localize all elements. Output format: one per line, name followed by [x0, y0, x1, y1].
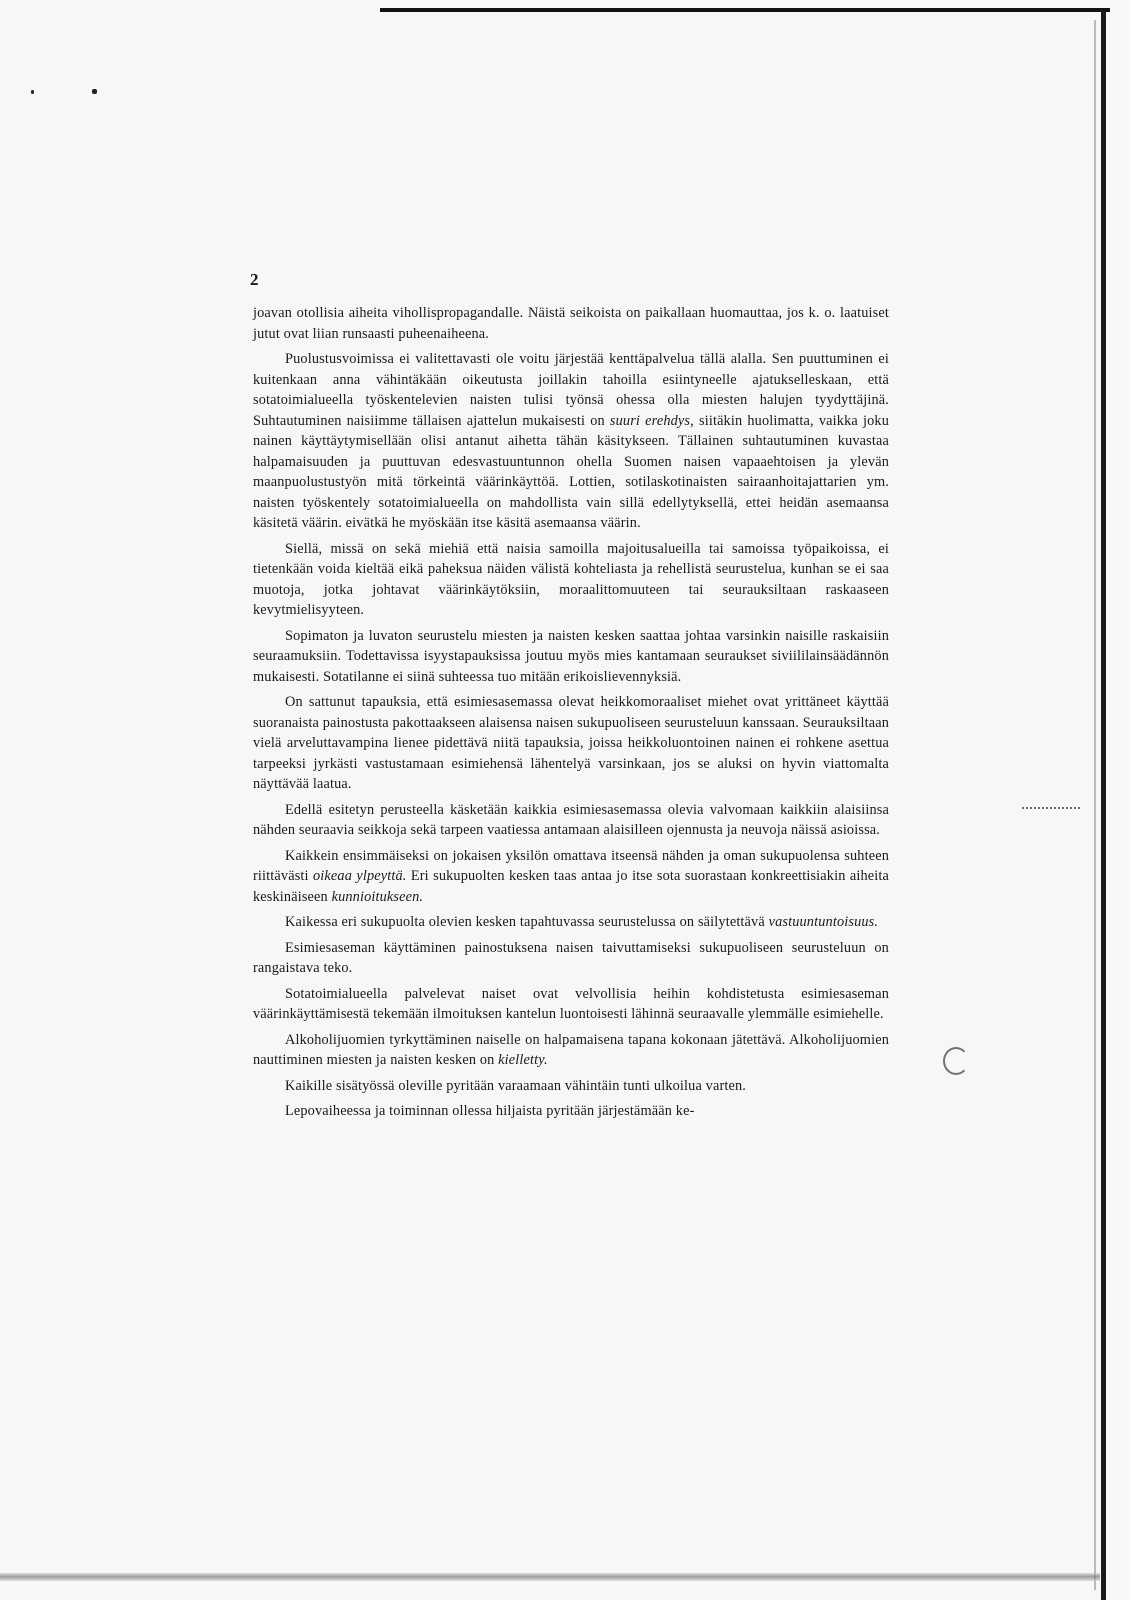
paragraph: Kaikkein ensimmäiseksi on jokaisen yksilön omattava itseensä nähden ja oman sukupuolensa suhteen riittävästi oikeaa ylpeyttä. Eri sukupuolten kesken taas antaa jo itse sota suorastaan konkreettisiakin aiheita keskinäiseen kunnioitukseen.: [253, 847, 889, 905]
paragraph: On sattunut tapauksia, että esimiesasemassa olevat heikkomoraaliset miehet ovat yrittäneet käyttää suoranaista painostusta pakottaakseen alaisensa naisen sukupuoliseen seurusteluun kanssaan. Seurauksiltaan vielä arveluttavampina lienee pidettävä niitä tapauksia, joissa heikkoluontoinen nainen ei rohkene asettua tarpeeksi jyrkästi vastustamaan esimiehensä lähentelyä varsinkaan, jos se aluksi on hyvin viattomalta näyttävää laatua.: [253, 694, 889, 792]
scan-edge-right: [1101, 10, 1106, 1600]
scan-scratch: [1022, 807, 1080, 812]
scan-edge-bottom: [0, 1573, 1100, 1581]
paragraph: Sotatoimialueella palvelevat naiset ovat velvollisia heihin kohdistetusta esimiesaseman väärinkäyttämisestä tekemään ilmoituksen kantelun luontoisesti lähinnä seuraavalle ylemmälle esimiehelle.: [253, 985, 889, 1022]
paragraph: Lepovaiheessa ja toiminnan ollessa hiljaista pyritään järjestämään ke-: [285, 1103, 695, 1119]
paragraph: Siellä, missä on sekä miehiä että naisia samoilla majoitusalueilla tai samoissa työpaikoissa, ei tietenkään voida kieltää eikä paheksua näiden välistä kohteliasta ja rehellistä seurustelua, kunhan se ei saa muotoja, jotka johtavat väärinkäytöksiin, moraalittomuuteen tai seurauksiltaan raskaaseen kevytmielisyyteen.: [253, 540, 889, 618]
punch-hole-mark: [943, 1047, 969, 1075]
scan-speck: [31, 90, 34, 94]
scan-edge-shadow: [1094, 20, 1096, 1590]
paragraph: Edellä esitetyn perusteella käsketään kaikkia esimiesasemassa olevia valvomaan kaikkiin alaisiinsa nähden seuraavia seikkoja sekä tarpeen vaatiessa antamaan alaisilleen ojennusta ja neuvoja näissä asioissa.: [253, 801, 889, 838]
paragraph: Sopimaton ja luvaton seurustelu miesten ja naisten kesken saattaa johtaa varsinkin naisille raskaisiin seuraamuksiin. Todettavissa isyystapauksissa joutuu myös mies kantamaan seuraukset siviililainsäädännön mukaisesti. Sotatilanne ei siinä suhteessa tuo mitään erikoislievennyksiä.: [253, 627, 889, 685]
paragraph: joavan otollisia aiheita vihollispropagandalle. Näistä seikoista on paikallaan huomauttaa, jos k. o. laatuiset jutut ovat liian runsaasti puheenaiheena.: [253, 305, 889, 342]
page-number: 2: [250, 270, 259, 289]
paragraph: Kaikille sisätyössä oleville pyritään varaamaan vähintäin tunti ulkoilua varten.: [285, 1077, 747, 1094]
paragraph: Puolustusvoimissa ei valitettavasti ole voitu järjestää kenttäpalvelua tällä alalla. Sen puuttuminen ei kuitenkaan anna vähintäkään oikeutusta joillakin tahoilla esiintyneelle ajatukselleskaan, että sotatoimialueella työskentelevien naisten tulisi työnsä ohessa olla miesten halujen tyydyttäjinä. Suhtautuminen naisiimme tällaisen ajattelun mukaisesti on suuri erehdys, siitäkin huolimatta, vaikka joku nainen käyttäytymisellään olisi antanut aihetta tähän käsitykseen. Tällainen suhtautuminen kuvastaa halpamaisuuden ja puuttuvan edesvastuuntunnon ohella Suomen naisen vapaaehtoisen ja ylevän maanpuolustustyön mitä törkeintä väärinkäyttöä. Lottien, sotilaskotinaisten sairaanhoitajattarien ym. naisten työskentely sotatoimialueella on mahdollista vain sillä edellytyksellä, ettei heidän asemaansa käsitetä väärin. eivätkä he myöskään itse käsitä asemaansa väärin.: [253, 351, 890, 531]
scan-edge-top: [380, 8, 1110, 12]
body-text: [253, 303, 889, 1122]
paragraph: Esimiesaseman käyttäminen painostuksena naisen taivuttamiseksi sukupuoliseen seurusteluun on rangaistava teko.: [253, 939, 889, 976]
paragraph: Alkoholijuomien tyrkyttäminen naiselle on halpamaisena tapana kokonaan jätettävä. Alkoholijuomien nauttiminen miesten ja naisten kesken on kielletty.: [253, 1031, 889, 1068]
scan-speck: [92, 89, 97, 94]
paragraph: Kaikessa eri sukupuolta olevien kesken tapahtuvassa seurustelussa on säilytettävä vastuuntuntoisuus.: [285, 914, 879, 930]
